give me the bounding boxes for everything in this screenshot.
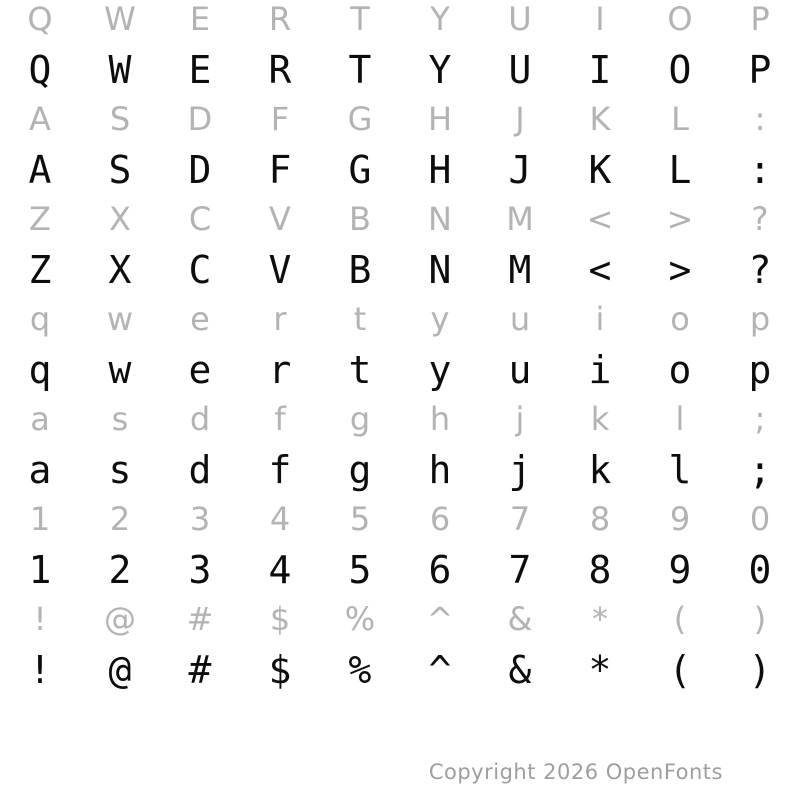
black-glyph-cell: ( (668, 648, 692, 692)
black-line (0, 146, 800, 194)
gray-glyph-cell: w (106, 300, 134, 338)
gray-glyph-cell: E (189, 0, 211, 38)
black-glyph-cell: E (188, 48, 212, 92)
black-line (0, 46, 800, 94)
black-glyph-cell: N (428, 248, 452, 292)
black-glyph-cell: i (588, 348, 612, 392)
black-glyph-cell: r (268, 348, 292, 392)
gray-glyph-cell: $ (269, 600, 291, 638)
glyph-row (0, 200, 800, 300)
gray-glyph-cell: G (347, 100, 373, 138)
black-glyph-cell: C (188, 248, 212, 292)
gray-glyph-cell: U (508, 0, 532, 38)
black-glyph-cell: 8 (588, 548, 612, 592)
gray-glyph-cell: P (750, 0, 770, 38)
black-glyph-cell: ) (748, 648, 772, 692)
gray-glyph-cell: Q (27, 0, 53, 38)
black-glyph-cell: & (508, 648, 532, 692)
black-glyph-cell: ^ (428, 648, 452, 692)
gray-glyph-cell: Z (29, 200, 51, 238)
black-glyph-cell: # (188, 648, 212, 692)
black-glyph-cell: H (428, 148, 452, 192)
black-glyph-cell: D (188, 148, 212, 192)
black-glyph-cell: f (268, 448, 292, 492)
gray-glyph-cell: O (667, 0, 693, 38)
glyph-row (0, 300, 800, 400)
gray-line (0, 200, 800, 238)
gray-glyph-cell: 3 (189, 500, 211, 538)
gray-glyph-cell: K (589, 100, 611, 138)
gray-glyph-cell: 9 (669, 500, 691, 538)
black-glyph-cell: O (668, 48, 692, 92)
black-glyph-cell: G (348, 148, 372, 192)
gray-line (0, 400, 800, 438)
gray-glyph-cell: X (109, 200, 131, 238)
black-glyph-cell: F (268, 148, 292, 192)
gray-glyph-cell: @ (104, 600, 136, 638)
black-glyph-cell: $ (268, 648, 292, 692)
gray-glyph-cell: ; (754, 400, 766, 438)
gray-glyph-cell: a (30, 400, 50, 438)
black-glyph-cell: 5 (348, 548, 372, 592)
black-glyph-cell: 4 (268, 548, 292, 592)
gray-glyph-cell: l (675, 400, 685, 438)
gray-glyph-cell: 8 (589, 500, 611, 538)
gray-glyph-cell: < (586, 200, 614, 238)
gray-glyph-cell: W (104, 0, 136, 38)
black-glyph-cell: Y (428, 48, 452, 92)
black-glyph-cell: ? (748, 248, 772, 292)
glyph-row (0, 400, 800, 500)
gray-line (0, 0, 800, 38)
black-glyph-cell: Z (28, 248, 52, 292)
gray-glyph-cell: B (349, 200, 371, 238)
gray-glyph-cell: q (29, 300, 51, 338)
black-glyph-cell: 9 (668, 548, 692, 592)
black-glyph-cell: S (108, 148, 132, 192)
black-line (0, 346, 800, 394)
gray-glyph-cell: h (429, 400, 451, 438)
gray-glyph-cell: S (109, 100, 131, 138)
black-glyph-cell: t (348, 348, 372, 392)
black-glyph-cell: M (508, 248, 532, 292)
gray-glyph-cell: I (595, 0, 605, 38)
black-glyph-cell: Q (28, 48, 52, 92)
black-glyph-cell: X (108, 248, 132, 292)
gray-glyph-cell: f (274, 400, 286, 438)
gray-glyph-cell: j (515, 400, 525, 438)
black-glyph-cell: L (668, 148, 692, 192)
gray-glyph-cell: y (430, 300, 450, 338)
gray-glyph-cell: i (595, 300, 605, 338)
gray-glyph-cell: 5 (349, 500, 371, 538)
black-glyph-cell: 1 (28, 548, 52, 592)
gray-glyph-cell: 2 (109, 500, 131, 538)
gray-glyph-cell: % (344, 600, 376, 638)
gray-glyph-cell: u (509, 300, 531, 338)
gray-glyph-cell: & (507, 600, 533, 638)
black-glyph-cell: @ (108, 648, 132, 692)
black-glyph-cell: 6 (428, 548, 452, 592)
gray-glyph-cell: L (671, 100, 689, 138)
gray-glyph-cell: F (270, 100, 290, 138)
black-glyph-cell: : (748, 148, 772, 192)
gray-glyph-cell: A (29, 100, 51, 138)
gray-glyph-cell: k (590, 400, 610, 438)
black-glyph-cell: A (28, 148, 52, 192)
gray-glyph-cell: ^ (426, 600, 454, 638)
black-glyph-cell: j (508, 448, 532, 492)
black-glyph-cell: K (588, 148, 612, 192)
glyph-row (0, 100, 800, 200)
gray-glyph-cell: N (428, 200, 452, 238)
black-glyph-cell: < (588, 248, 612, 292)
black-glyph-cell: 0 (748, 548, 772, 592)
black-glyph-cell: ! (28, 648, 52, 692)
black-glyph-cell: R (268, 48, 292, 92)
copyright-text: Copyright 2026 OpenFonts (428, 760, 723, 784)
gray-glyph-cell: 7 (509, 500, 531, 538)
glyph-row (0, 500, 800, 600)
gray-glyph-cell: o (670, 300, 690, 338)
black-glyph-cell: h (428, 448, 452, 492)
black-glyph-cell: k (588, 448, 612, 492)
black-line (0, 546, 800, 594)
gray-glyph-cell: r (273, 300, 287, 338)
black-glyph-cell: T (348, 48, 372, 92)
gray-glyph-cell: 6 (429, 500, 451, 538)
black-line (0, 646, 800, 694)
black-glyph-cell: * (588, 648, 612, 692)
gray-glyph-cell: 0 (749, 500, 771, 538)
black-glyph-cell: J (508, 148, 532, 192)
black-glyph-cell: 7 (508, 548, 532, 592)
black-glyph-cell: u (508, 348, 532, 392)
gray-glyph-cell: T (350, 0, 370, 38)
gray-glyph-cell: : (754, 100, 766, 138)
gray-glyph-cell: H (427, 100, 453, 138)
gray-glyph-cell: ? (751, 200, 769, 238)
gray-glyph-cell: * (592, 600, 608, 638)
gray-glyph-cell: J (515, 100, 525, 138)
black-glyph-cell: o (668, 348, 692, 392)
gray-line (0, 100, 800, 138)
gray-glyph-cell: M (506, 200, 534, 238)
black-glyph-cell: I (588, 48, 612, 92)
black-glyph-cell: s (108, 448, 132, 492)
gray-glyph-cell: 4 (269, 500, 291, 538)
black-glyph-cell: P (748, 48, 772, 92)
black-line (0, 246, 800, 294)
black-glyph-cell: > (668, 248, 692, 292)
gray-glyph-cell: ! (33, 600, 47, 638)
gray-glyph-cell: V (269, 200, 291, 238)
gray-glyph-cell: t (353, 300, 367, 338)
black-glyph-cell: ; (748, 448, 772, 492)
gray-glyph-cell: D (187, 100, 213, 138)
black-glyph-cell: g (348, 448, 372, 492)
black-glyph-cell: d (188, 448, 212, 492)
black-glyph-cell: a (28, 448, 52, 492)
black-glyph-cell: y (428, 348, 452, 392)
gray-glyph-cell: R (268, 0, 292, 38)
glyph-row (0, 0, 800, 100)
black-glyph-cell: V (268, 248, 292, 292)
gray-glyph-cell: d (189, 400, 211, 438)
gray-line (0, 300, 800, 338)
black-glyph-cell: e (188, 348, 212, 392)
gray-line (0, 600, 800, 638)
gray-glyph-cell: # (186, 600, 214, 638)
black-glyph-cell: % (348, 648, 372, 692)
gray-glyph-cell: > (666, 200, 694, 238)
black-glyph-cell: w (108, 348, 132, 392)
black-glyph-cell: 2 (108, 548, 132, 592)
black-glyph-cell: l (668, 448, 692, 492)
gray-glyph-cell: ( (673, 600, 687, 638)
black-glyph-cell: B (348, 248, 372, 292)
black-glyph-cell: 3 (188, 548, 212, 592)
gray-glyph-cell: Y (430, 0, 450, 38)
black-glyph-cell: W (108, 48, 132, 92)
black-glyph-cell: q (28, 348, 52, 392)
gray-line (0, 500, 800, 538)
gray-glyph-cell: e (190, 300, 210, 338)
gray-glyph-cell: g (349, 400, 371, 438)
black-line (0, 446, 800, 494)
black-glyph-cell: U (508, 48, 532, 92)
gray-glyph-cell: C (188, 200, 212, 238)
gray-glyph-cell: s (111, 400, 129, 438)
glyph-row (0, 600, 800, 700)
gray-glyph-cell: p (749, 300, 771, 338)
black-glyph-cell: p (748, 348, 772, 392)
gray-glyph-cell: ) (753, 600, 767, 638)
gray-glyph-cell: 1 (29, 500, 51, 538)
